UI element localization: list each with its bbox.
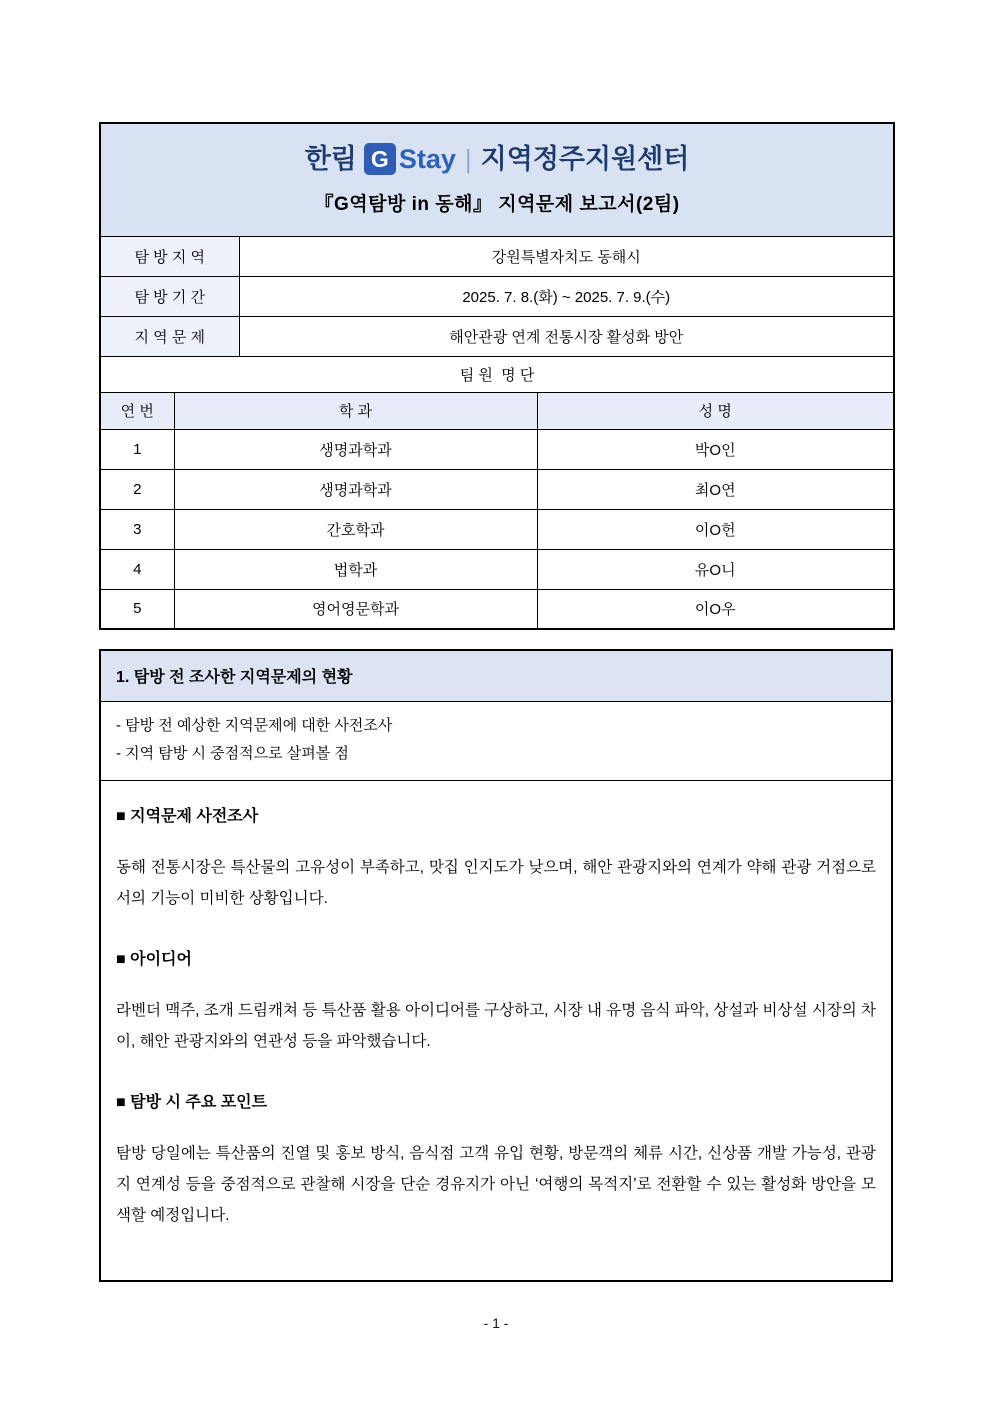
logo-separator: |: [464, 144, 472, 175]
team-roster-title-row: [100, 356, 894, 392]
team-dept: 간호학과: [174, 509, 537, 549]
team-no: 3: [100, 509, 174, 549]
team-dept: 생명과학과: [174, 469, 537, 509]
team-name: 최O연: [537, 469, 894, 509]
team-header-dept: 학 과: [174, 392, 537, 429]
block-heading-keypoints: ■ 탐방 시 주요 포인트: [116, 1093, 268, 1111]
block-body-keypoints: 탐방 당일에는 특산품의 진열 및 홍보 방식, 음식점 고객 유입 현황, 방문객의 체류 시간, 신상품 개발 가능성, 관광지 연계성 등을 중점적으로 관찰해 시장을 단순 경유지가 아닌 ‘여행의 목적지’로 전환할 수 있는 활성화 방안을 모색할 예정입니다.: [116, 1144, 876, 1224]
title-row: [100, 123, 894, 236]
section-1-box: [99, 649, 893, 1282]
info-label-region: 탐 방 지 역: [100, 236, 239, 276]
section-1-bullet: - 지역 탐방 시 중점적으로 살펴볼 점: [116, 744, 349, 762]
team-dept: 영어영문학과: [174, 589, 537, 629]
info-row-region: [100, 236, 894, 276]
info-row-period: [100, 276, 894, 316]
table-row: [100, 429, 894, 469]
report-header-table: [99, 122, 895, 630]
team-dept: 법학과: [174, 549, 537, 589]
title-cell: [100, 123, 894, 236]
section-1-bullet: - 탐방 전 예상한 지역문제에 대한 사전조사: [116, 717, 393, 734]
g-logo-icon: G: [364, 143, 396, 175]
team-name: 박O인: [537, 429, 894, 469]
team-no: 5: [100, 589, 174, 629]
team-header-no: 연 번: [100, 392, 174, 429]
team-no: 4: [100, 549, 174, 589]
section-1-header: 1. 탐방 전 조사한 지역문제의 현황: [101, 651, 891, 702]
team-dept: 생명과학과: [174, 429, 537, 469]
logo-text-center: 지역정주지원센터: [480, 143, 690, 174]
team-header-name: 성 명: [537, 392, 894, 429]
team-roster-header-row: [100, 392, 894, 429]
info-label-period: 탐 방 기 간: [100, 276, 239, 316]
page-title: 『G역탐방 in 동해』 지역문제 보고서(2팀): [314, 194, 680, 216]
team-name: 이O우: [537, 589, 894, 629]
table-row: [100, 469, 894, 509]
block-body-presurvey: 동해 전통시장은 특산물의 고유성이 부족하고, 맛집 인지도가 낮으며, 해안 관광지와의 연계가 약해 관광 거점으로서의 기능이 미비한 상황입니다.: [116, 858, 876, 907]
info-value-period: 2025. 7. 8.(화) ~ 2025. 7. 9.(수): [239, 276, 894, 316]
team-roster-title: 팀 원 명 단: [100, 356, 894, 392]
team-name: 이O헌: [537, 509, 894, 549]
section-1-overview: [101, 702, 891, 781]
table-row: [100, 509, 894, 549]
team-name: 유O니: [537, 549, 894, 589]
block-heading-presurvey: ■ 지역문제 사전조사: [116, 807, 259, 825]
report-document: [99, 122, 893, 1331]
hallym-gstay-logo: [305, 143, 690, 175]
info-label-problem: 지 역 문 제: [100, 316, 239, 356]
logo-text-stay: Stay: [398, 143, 456, 174]
team-no: 2: [100, 469, 174, 509]
info-row-problem: [100, 316, 894, 356]
table-row: [100, 589, 894, 629]
block-body-idea: 라벤더 맥주, 조개 드림캐쳐 등 특산품 활용 아이디어를 구상하고, 시장 내 유명 음식 파악, 상설과 비상설 시장의 차이, 해안 관광지와의 연관성 등을 파악했습니다.: [116, 1001, 876, 1050]
table-row: [100, 549, 894, 589]
info-value-problem: 해안관광 연계 전통시장 활성화 방안: [239, 316, 894, 356]
page-number: - 1 -: [483, 1315, 509, 1331]
block-heading-idea: ■ 아이디어: [116, 950, 192, 968]
info-value-region: 강원특별자치도 동해시: [239, 236, 894, 276]
team-no: 1: [100, 429, 174, 469]
logo-text-hallym: 한림: [304, 143, 357, 174]
section-1-content: [101, 781, 891, 1281]
